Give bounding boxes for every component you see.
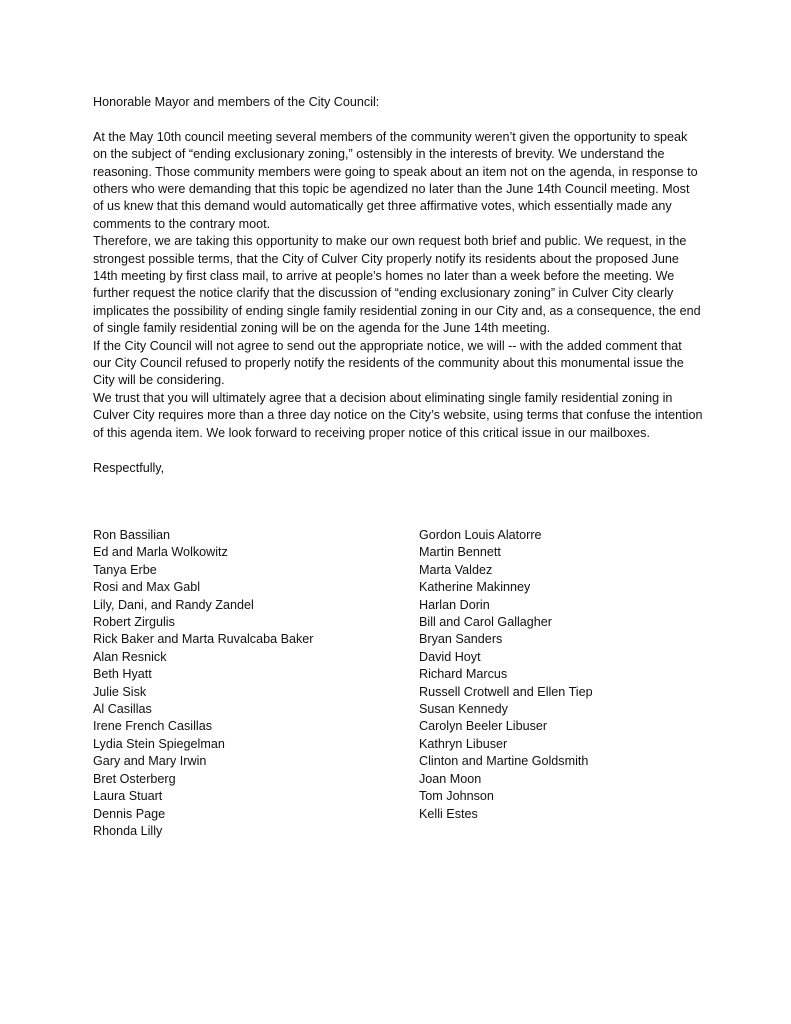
- signatory-name: Dennis Page: [93, 806, 166, 821]
- signatory-name: Katherine Makinney: [419, 580, 531, 595]
- signatory-name: Rhonda Lilly: [93, 823, 163, 838]
- signatory-name: Rosi and Max Gabl: [93, 580, 201, 595]
- signatory-name: Alan Resnick: [93, 649, 167, 664]
- signatory-name: Gordon Louis Alatorre: [419, 528, 542, 542]
- signatory-name: Ed and Marla Wolkowitz: [93, 545, 228, 560]
- signatory-name: Irene French Casillas: [93, 719, 212, 734]
- signatory-name: Carolyn Beeler Libuser: [419, 719, 548, 734]
- signatories-left-column: [93, 527, 413, 840]
- signatory-name: Robert Zirgulis: [93, 615, 175, 630]
- signatory-name: Bret Osterberg: [93, 771, 176, 786]
- signatory-name: Lily, Dani, and Randy Zandel: [93, 597, 254, 612]
- signatory-name: Tom Johnson: [419, 789, 494, 804]
- signatory-name: Bill and Carol Gallagher: [419, 615, 553, 630]
- signatory-name: Kathryn Libuser: [419, 736, 508, 751]
- signatories-right-column: [419, 527, 709, 823]
- signatory-name: Harlan Dorin: [419, 597, 490, 612]
- signatories-list: [93, 527, 713, 847]
- signatory-name: Kelli Estes: [419, 806, 478, 821]
- signatory-name: Richard Marcus: [419, 667, 508, 682]
- letter-paragraphs: [93, 129, 703, 442]
- signatory-name: Joan Moon: [419, 771, 482, 786]
- signatory-name: Rick Baker and Marta Ruvalcaba Baker: [93, 632, 314, 647]
- signatory-name: Susan Kennedy: [419, 702, 508, 717]
- paragraph: Therefore, we are taking this opportunity to make our own request both brief and public. We request, in the strongest possible terms, that the City of Culver City properly notify its residents about the proposed June 14th meeting by first class mail, to arrive at people’s homes no later than a week before the meeting. We further request the notice clarify that the discussion of “ending exclusionary zoning” in Culver City clearly implicates the possibility of ending single family residential zoning in our City and, as a consequence, the end of single family residential zoning will be on the agenda for the June 14th meeting.: [93, 234, 701, 336]
- signatory-name: Bryan Sanders: [419, 632, 503, 647]
- paragraph: If the City Council will not agree to send out the appropriate notice, we will -- with the added comment that our City Council refused to properly notify the residents of the community about this monumental issue the City will be considering.: [93, 338, 684, 388]
- paragraph: At the May 10th council meeting several members of the community weren’t given the opportunity to speak on the subject of “ending exclusionary zoning,” ostensibly in the interests of brevity. We understand the reasoning. Those community members were going to speak about an item not on the agenda, in response to others who were demanding that this topic be agendized no later than the June 14th Council meeting. Most of us knew that this demand would automatically get three affirmative votes, which essentially made any comments to the contrary moot.: [93, 129, 698, 231]
- signatory-name: Martin Bennett: [419, 545, 501, 560]
- signatory-name: Julie Sisk: [93, 684, 147, 699]
- signatory-name: Russell Crotwell and Ellen Tiep: [419, 684, 593, 699]
- signatory-name: Al Casillas: [93, 702, 152, 717]
- signatory-name: Lydia Stein Spiegelman: [93, 736, 225, 751]
- letter-body: [93, 94, 703, 477]
- signatory-name: Ron Bassilian: [93, 528, 171, 542]
- signatory-name: Gary and Mary Irwin: [93, 754, 207, 769]
- signatory-name: Laura Stuart: [93, 789, 163, 804]
- paragraph: We trust that you will ultimately agree that a decision about eliminating single family residential zoning in Culver City requires more than a three day notice on the City’s website, using terms that confuse the intention of this agenda item. We look forward to receiving proper notice of this critical issue in our mailboxes.: [93, 390, 703, 440]
- salutation: Honorable Mayor and members of the City Council:: [93, 95, 380, 109]
- closing: Respectfully,: [93, 460, 165, 475]
- signatory-name: Clinton and Martine Goldsmith: [419, 754, 589, 769]
- signatory-name: Marta Valdez: [419, 562, 493, 577]
- signatory-name: Tanya Erbe: [93, 562, 157, 577]
- signatory-name: David Hoyt: [419, 649, 481, 664]
- signatory-name: Beth Hyatt: [93, 667, 152, 682]
